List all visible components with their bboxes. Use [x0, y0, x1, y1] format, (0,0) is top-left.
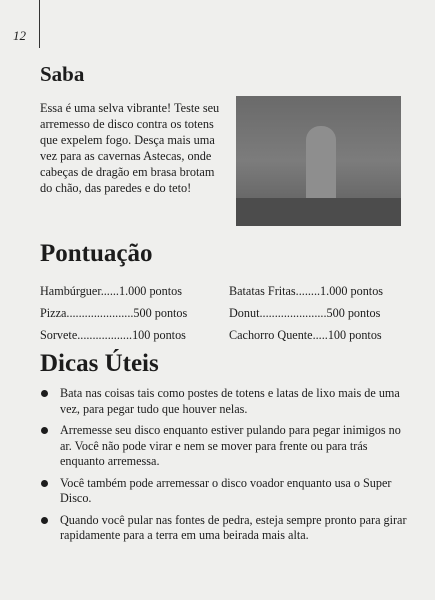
totem-figure [306, 126, 336, 206]
score-column-right [229, 280, 399, 346]
score-row: Sorvete..................100 pontos [40, 328, 186, 342]
bullet-icon [41, 390, 48, 397]
margin-rule [39, 0, 40, 48]
list-item [40, 386, 412, 417]
score-row: Hambúrguer......1.000 pontos [40, 284, 182, 298]
section-heading-dicas: Dicas Úteis [40, 350, 159, 377]
tip-text: Quando você pular nas fontes de pedra, esteja sempre pronto para girar rapidamente para a terra em uma beirada mais alta. [60, 512, 407, 542]
bullet-icon [41, 517, 48, 524]
bullet-icon [41, 427, 48, 434]
section-heading-pontuacao: Pontuação [40, 240, 153, 267]
score-row: Pizza......................500 pontos [40, 306, 188, 320]
score-column-left [40, 280, 210, 346]
page-number: 12 [13, 28, 26, 43]
tip-text: Bata nas coisas tais como postes de totens e latas de lixo mais de uma vez, para pegar tudo que houver nelas. [60, 386, 400, 416]
score-row: Cachorro Quente.....100 pontos [229, 328, 382, 342]
ground-strip [236, 198, 401, 226]
list-item [40, 423, 412, 470]
section-heading-saba: Saba [40, 62, 85, 86]
tip-text: Você também pode arremessar o disco voador enquanto usa o Super Disco. [60, 475, 392, 505]
score-row: Donut......................500 pontos [229, 306, 381, 320]
bullet-icon [41, 480, 48, 487]
game-screenshot [236, 96, 401, 226]
list-item [40, 476, 412, 507]
tips-list [40, 386, 412, 550]
saba-description: Essa é uma selva vibrante! Teste seu arremesso de disco contra os totens que expelem fogo. Desça mais uma vez para as cavernas Astecas, onde cabeças de dragão em brasa brotam do chão, das paredes e do teto! [40, 101, 220, 195]
score-row: Batatas Fritas........1.000 pontos [229, 284, 384, 298]
tip-text: Arremesse seu disco enquanto estiver pulando para pegar inimigos no ar. Você não pode virar e nem se mover para frente ou para trás enquanto arremessa. [60, 423, 401, 468]
list-item [40, 513, 412, 544]
